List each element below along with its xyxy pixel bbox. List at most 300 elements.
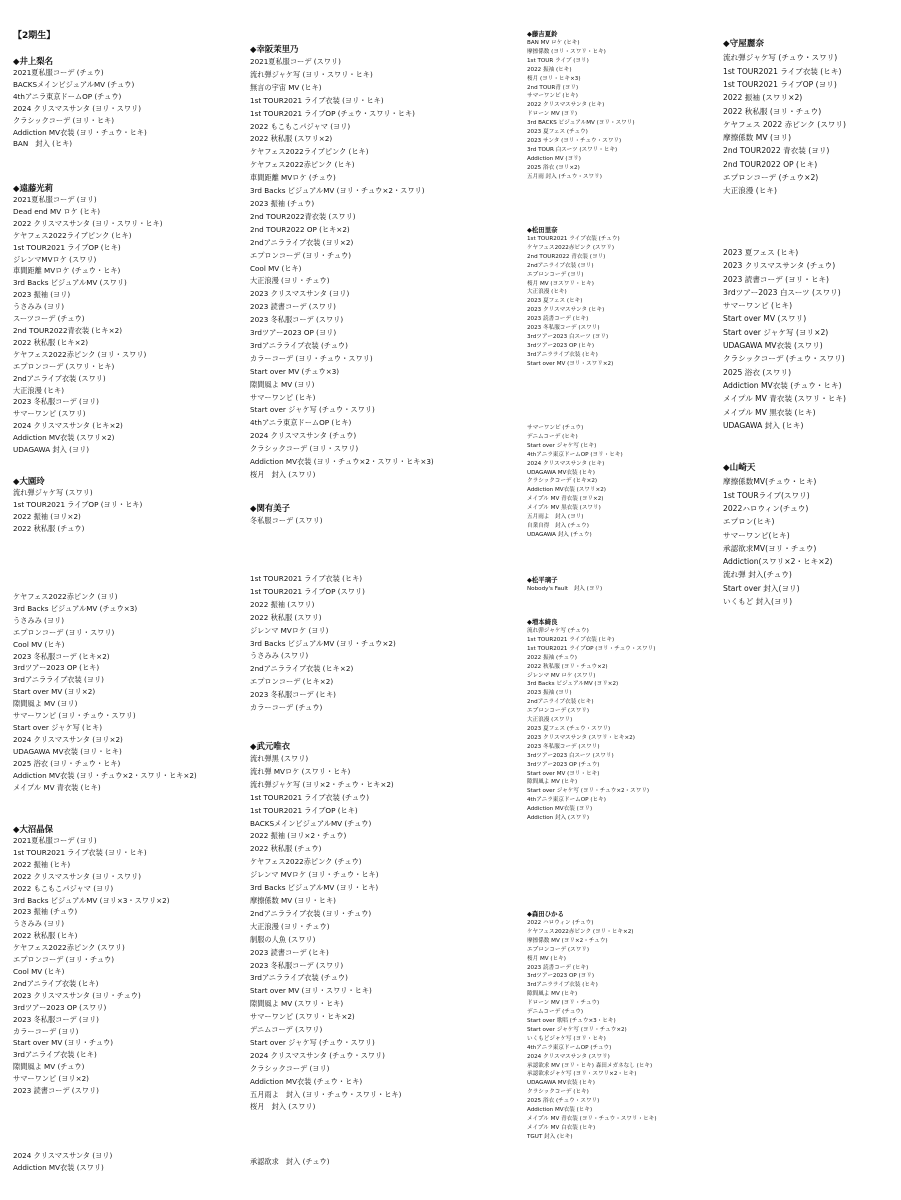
list-item: クラシックコーデ (ヒキ×2) — [527, 478, 598, 485]
list-item: 流れ弾黒 (スワリ) — [250, 754, 309, 763]
list-item: エプロンコーデ (ヨリ・チュウ) — [250, 250, 352, 260]
list-item: 2022 振袖 (スワリ) — [250, 599, 315, 609]
list-item: 2021夏私服コーデ (スワリ) — [250, 57, 341, 66]
member-name: ◆守屋麗奈 — [723, 39, 764, 49]
list-item: エプロンコーデ (ヒキ×2) — [250, 677, 334, 687]
list-item: 1st TOURライブ(スワリ) — [723, 490, 810, 500]
list-item: 2023 クリスマスサンタ (チュウ) — [723, 261, 836, 271]
list-item: うさみみ (ヨリ) — [13, 919, 65, 929]
list-item: 2025 浴衣 (チュウ・スワリ) — [527, 1098, 600, 1105]
list-item: いくもどジャケ写 (ヨリ・ヒキ) — [527, 1035, 606, 1042]
list-item: Addiction MV衣装 (スワリ×2) — [13, 433, 115, 443]
list-item: ケヤフェス2022赤ピンク (チュウ) — [250, 857, 362, 867]
list-item: エプロンコーデ (チュウ×2) — [723, 173, 819, 183]
list-item: 2022 秋私服 (スワリ×2) — [250, 134, 333, 144]
list-item: メイプル MV 青衣装 (ヒキ) — [13, 782, 101, 792]
list-item: 2nd TOUR2022青衣装 (スワリ) — [250, 211, 356, 221]
list-item: 2021夏私服コーデ (ヨリ) — [13, 836, 97, 845]
list-item: 2023 冬私服コーデ (スワリ) — [250, 960, 344, 970]
list-item: 2023 振袖 (ヨリ) — [13, 290, 71, 300]
list-item: 1st TOUR2021 ライブOP (ヨリ・ヒキ) — [13, 499, 143, 509]
list-item: 2022 振袖 (ヨリ×2) — [13, 511, 81, 521]
list-item: 摩擦係数MV(チュウ・ヒキ) — [723, 477, 817, 487]
list-item: 2022 秋私服 (ヨリ・チュウ) — [723, 106, 822, 116]
list-item: デニムコーデ (スワリ) — [250, 1025, 323, 1035]
list-item: 2022 ハロウィン (チュウ) — [527, 920, 594, 926]
member-block — [723, 38, 846, 198]
list-item: Addiction MV衣装 (ヒキ) — [527, 1107, 593, 1114]
list-item: 1st TOUR2021 ライブ衣装 (チュウ) — [527, 236, 620, 242]
list-item: クラシックコーデ (チュウ・スワリ) — [723, 354, 845, 364]
member-name: ◆藤吉夏鈴 — [527, 30, 558, 38]
list-item: クラシックコーデ (ヨリ・ヒキ) — [13, 115, 115, 125]
list-item: うさみみ (スワリ) — [250, 651, 309, 661]
list-item: 3rdアニラライブ衣装 (ヒキ) — [527, 982, 598, 989]
list-item: 3rdツアー2023 OP (ヨリ) — [250, 328, 337, 338]
member-name: ◆森田ひかる — [527, 910, 564, 918]
member-name: ◆山崎天 — [723, 463, 756, 473]
member-block — [527, 226, 620, 369]
list-item: ケヤフェス2022赤ピンク (ヨリ) — [13, 592, 118, 601]
list-item: 2024 クリスマスサンタ (ヨリ) — [13, 1151, 113, 1160]
list-item: UDAGAWA MV衣装 (ヒキ) — [527, 469, 595, 476]
member-block — [13, 55, 147, 150]
list-item: エプロン(ヒキ) — [723, 517, 775, 527]
list-item: クラシックコーデ (ヨリ・スワリ) — [250, 444, 359, 454]
list-item: Start over ジャケ写 (ヒキ) — [527, 442, 597, 449]
list-item: 2022 秋私服 (チュウ) — [13, 523, 85, 533]
list-item: エプロンコーデ (ヨリ・スワリ) — [13, 627, 115, 637]
list-item: エプロンコーデ (ヨリ) — [527, 271, 584, 278]
list-item: 2022 振袖 (スワリ×2) — [723, 93, 803, 103]
member-block — [527, 576, 602, 594]
member-name: ◆関有美子 — [250, 503, 290, 513]
list-item: UDAGAWA MV衣装 (スワリ) — [723, 341, 823, 351]
list-item: メイプル MV 青衣装 (スワリ・ヒキ) — [723, 394, 846, 404]
list-item: Addiction MV衣装 (ヨリ・チュウ×2・スワリ・ヒキ×2) — [13, 770, 197, 780]
list-item: 2nd TOUR2022青衣装 (ヒキ×2) — [13, 325, 122, 335]
list-item: 隙間風よ MV (ヒキ) — [527, 991, 578, 998]
list-item: Start over 封入(ヨリ) — [723, 583, 800, 593]
list-item: UDAGAWA MV衣装 (ヒキ) — [527, 1080, 595, 1087]
list-item: 3rd TOUR 白スーツ (スワリ・ヒキ) — [527, 146, 618, 153]
member-block — [13, 182, 163, 456]
list-item: 3rdアニラライブ衣装 (チュウ) — [250, 973, 348, 983]
list-item: 2022 クリスマスサンタ (ヨリ・スワリ) — [13, 871, 142, 881]
list-item: 2024 クリスマスサンタ (ヒキ) — [527, 460, 605, 467]
list-item: 2023 読書コーデ (ヨリ・ヒキ) — [723, 274, 830, 284]
list-item: 3rd Backs ビジュアルMV (ヨリ・ヒキ) — [250, 883, 379, 893]
list-item: Start over MV (スワリ) — [723, 314, 807, 324]
list-item: 桜月 (ヨリ・ヒキ×3) — [527, 75, 581, 82]
list-item: うさみみ (ヨリ) — [13, 615, 65, 625]
list-item: 2025 浴衣 (スワリ) — [723, 367, 792, 377]
list-item: 桜月 封入 (スワリ) — [250, 470, 316, 479]
list-item: 流れ弾 MVロケ (スワリ・ヒキ) — [250, 766, 351, 776]
list-item: サマーワンピ (ヒキ) — [527, 93, 578, 100]
member-block — [13, 475, 142, 535]
list-item: 3rdアニラライブ衣装 (ヒキ) — [527, 351, 598, 358]
list-item: サマーワンピ (チュウ) — [527, 425, 584, 431]
list-item: 3rdツアー2023 OP (ヨリ) — [527, 973, 595, 980]
list-item: 車間距離 MVロケ (チュウ・ヒキ) — [13, 266, 121, 276]
list-item: ドローン MV (ヨリ・チュウ) — [527, 1000, 600, 1007]
list-item: 2022ハロウィン(チュウ) — [723, 504, 809, 513]
list-item: 隙間風よ MV (ヒキ) — [527, 779, 578, 786]
list-item: Addiction MV衣装 (スワリ) — [13, 1162, 104, 1172]
list-item: 1st TOUR2021 ライブ衣装 (ヒキ) — [527, 636, 615, 643]
list-item: 2022 秋私服 (チュウ) — [250, 844, 322, 854]
list-item: メイプル MV 青衣装 (ヨリ・チュウ・スワリ・ヒキ) — [527, 1115, 657, 1122]
list-item: 2023 読書コーデ (ヒキ) — [250, 947, 329, 957]
list-item: 2023 読書コーデ (ヒキ) — [527, 316, 589, 323]
list-item: 流れ弾ジャケ写 (ヨリ×2・チュウ・ヒキ×2) — [250, 779, 394, 789]
list-item: Dead end MV ロケ (ヒキ) — [13, 206, 101, 216]
member-name: ◆遠藤光莉 — [13, 183, 53, 193]
list-item: 隙間風よ MV (ヨリ) — [250, 379, 315, 389]
member-name: ◆松田里奈 — [527, 226, 558, 234]
list-item: 流れ弾ジャケ写 (スワリ) — [13, 488, 93, 497]
list-item: 1st TOUR2021 ライブ衣装 (ヒキ) — [723, 66, 842, 76]
list-item: 2025 浴衣 (ヨリ・チュウ・ヒキ) — [13, 758, 121, 768]
list-item: 2023 クリスマスサンタ (ヨリ・チュウ) — [13, 990, 141, 1000]
list-item: 自業自得 封入 (チュウ) — [527, 522, 589, 529]
list-item: 2023 冬私服コーデ (ヒキ) — [250, 690, 336, 700]
list-item: 3rd Backs ビジュアルMV (スワリ) — [13, 278, 127, 288]
list-item: 2022 クリスマスサンタ (ヒキ) — [527, 102, 605, 109]
list-item: 大正浪漫 (ヒキ) — [723, 186, 777, 196]
list-item: 3rd Backs ビジュアルMV (ヨリ×2) — [527, 681, 619, 688]
list-item: 4thアニラ東京ドームOP (チュウ) — [527, 1044, 612, 1051]
list-item: メイプル MV 青衣装 (ヨリ×2) — [527, 496, 604, 503]
list-item: 2022 もこもこパジャマ (ヨリ) — [13, 883, 114, 893]
list-item: うさみみ (ヨリ) — [13, 302, 65, 312]
list-item: 2023 夏フェス (チュウ・スワリ) — [527, 725, 611, 732]
list-item: 五月雨 封入 (チュウ・スワリ) — [527, 173, 602, 180]
list-item: 1st TOUR2021 ライブ衣装 (ヒキ) — [250, 574, 363, 583]
list-item: デニムコーデ (チュウ) — [527, 1009, 584, 1016]
list-item: Addiction MV衣装 (チュウ・ヒキ) — [723, 380, 842, 390]
list-item: 3rdアニライブ衣装 (ヒキ) — [13, 1050, 97, 1060]
list-item: カラーコーデ (ヨリ・チュウ・スワリ) — [250, 353, 373, 363]
list-item: 2024 クリスマスサンタ (チュウ) — [250, 431, 357, 441]
list-item: サマーワンピ (スワリ) — [13, 409, 86, 419]
list-item: Addiction MV衣装 (ヨリ) — [527, 806, 593, 813]
member-block — [250, 1156, 330, 1169]
list-item: Addiction MV衣装 (ヨリ・チュウ×2・スワリ・ヒキ×3) — [250, 457, 434, 467]
list-item: 3rdツアー2023 白スーツ (スワリ) — [527, 752, 614, 759]
list-item: UDAGAWA MV衣装 (ヨリ・ヒキ) — [13, 746, 122, 756]
list-item: Cool MV (ヒキ) — [250, 263, 302, 273]
list-item: 1st TOUR2021 ライブOP (ヨリ) — [723, 80, 837, 89]
list-item: UDAGAWA 封入 (ヒキ) — [723, 420, 804, 430]
list-item: 1st TOUR2021 ライブOP (ヒキ) — [250, 805, 358, 815]
page-title: 【2期生】 — [13, 31, 56, 41]
list-item: ケヤフェス2022赤ピンク (ヒキ) — [250, 160, 355, 170]
list-item: メイプル MV 黒衣装 (スワリ) — [527, 505, 601, 512]
list-item: 2ndアニライブ衣装 (スワリ) — [13, 373, 106, 383]
member-block — [13, 591, 197, 793]
list-item: Cool MV (ヒキ) — [13, 639, 65, 649]
list-item: 大正浪漫 (ヒキ) — [13, 385, 65, 395]
list-item: 2022 もこもこパジャマ (ヨリ) — [250, 121, 351, 131]
member-block — [527, 618, 655, 823]
list-item: 4thアニラ東京ドームOP (チュウ) — [13, 91, 122, 101]
list-item: サマーワンピ (ヒキ) — [723, 301, 793, 311]
list-item: 承認欲求ジャケ写 (ヨリ・スワリ×2・ヒキ) — [527, 1071, 637, 1078]
list-item: 2024 クリスマスサンタ (スワリ) — [527, 1053, 610, 1060]
member-block — [250, 740, 401, 1114]
list-item: 流れ弾 封入(チュウ) — [723, 570, 792, 580]
list-item: 2ndアニラライブ衣装 (ヨリ×2) — [250, 237, 354, 247]
list-item: Start over ジャケ写 (ヨリ・チュウ×2) — [527, 1026, 627, 1033]
list-item: 2023 読書コーデ (スワリ) — [13, 1086, 99, 1096]
list-item: 摩擦係数 (ヨリ・スワリ・ヒキ) — [527, 48, 606, 55]
list-item: Start over ジャケ写 (ヨリ×2) — [723, 327, 829, 337]
list-item: 2023 読書コーデ (ヒキ) — [527, 964, 589, 971]
list-item: ジレンマMVロケ (スワリ) — [13, 254, 97, 264]
list-item: 2024 クリスマスサンタ (チュウ・スワリ) — [250, 1050, 385, 1060]
list-item: BAN MV ロケ (ヒキ) — [527, 40, 580, 46]
list-item: 2023 振袖 (チュウ) — [13, 907, 78, 917]
member-name: ◆大沼晶保 — [13, 824, 53, 834]
list-item: 2022 秋私服 (ヒキ×2) — [13, 337, 89, 347]
list-item: TGUT 封入 (ヒキ) — [527, 1133, 573, 1140]
list-item: Start over 歌唱 (チュウ×3・ヒキ) — [527, 1017, 616, 1024]
list-item: ケヤフェス2022赤ピンク (スワリ) — [13, 943, 125, 953]
list-item: 1st TOUR2021 ライブ衣装 (チュウ) — [250, 792, 370, 802]
list-item: 2022 秋私服 (スワリ) — [250, 612, 322, 622]
list-item: BACKSメインビジュアルMV (チュウ) — [13, 79, 135, 89]
list-item: 2021夏私服コーデ (チュウ) — [13, 68, 104, 77]
list-item: ケヤフェス2022赤ピンク (ヨリ・スワリ) — [13, 349, 147, 359]
member-block — [527, 424, 623, 540]
list-item: 摩擦係数 MV (ヨリ×2・チュウ) — [527, 937, 608, 944]
list-item: Addiction(スワリ×2・ヒキ×2) — [723, 557, 833, 567]
list-item: 摩擦係数 MV (ヨリ・ヒキ) — [250, 895, 336, 905]
member-name: ◆井上梨名 — [13, 56, 53, 66]
list-item: デニムコーデ (ヒキ) — [527, 433, 578, 440]
list-item: 摩擦係数 MV (ヨリ) — [723, 133, 792, 143]
list-item: いくもど 封入(ヨリ) — [723, 597, 793, 607]
list-item: 2ndアニライブ衣装 (ヒキ) — [527, 699, 594, 706]
list-item: サマーワンピ (ヨリ・チュウ・スワリ) — [13, 711, 136, 721]
list-item: 隙間風よ MV (チュウ) — [13, 1062, 85, 1072]
list-item: 3rdツアー2023 白スーツ (スワリ) — [723, 287, 841, 297]
member-block — [250, 502, 323, 528]
list-item: 2nd TOUR2022 青衣装 (ヨリ) — [527, 253, 606, 260]
list-item: UDAGAWA 封入 (ヨリ) — [13, 445, 90, 455]
list-item: Cool MV (ヒキ) — [13, 966, 65, 976]
list-item: 2022 振袖 (ヒキ) — [13, 859, 71, 869]
list-item: 1st TOUR2021 ライブOP (チュウ・スワリ・ヒキ) — [250, 108, 415, 118]
list-item: Start over MV (ヨリ・スワリ×2) — [527, 360, 614, 367]
list-item: Addiction MV衣装 (スワリ×2) — [527, 487, 606, 494]
list-item: 2023 冬私服コーデ (ヨリ) — [13, 1014, 99, 1024]
list-item: 2022 秋私服 (ヒキ) — [13, 931, 78, 941]
list-item: Start over ジャケ写 (チュウ・スワリ) — [250, 1037, 375, 1047]
list-item: 2023 夏フェス (チュウ) — [527, 129, 588, 136]
list-item: 五月雨よ 封入 (ヨリ) — [527, 514, 584, 521]
list-item: Start over ジャケ写 (チュウ・スワリ) — [250, 405, 375, 415]
list-item: 大正浪漫 (ヒキ) — [527, 289, 567, 296]
member-block — [13, 823, 170, 1097]
list-item: 2ndアニライブ衣装 (ヒキ) — [13, 978, 99, 988]
list-item: Start over MV (ヨリ・チュウ) — [13, 1038, 114, 1048]
list-item: エプロンコーデ (ヨリ・チュウ) — [13, 955, 115, 965]
list-item: 大正浪漫 (ヨリ・チュウ) — [250, 921, 330, 931]
list-item: サマーワンピ (ヒキ) — [250, 392, 316, 402]
member-block — [723, 462, 832, 608]
list-item: 2023 冬私服コーデ (スワリ) — [527, 743, 600, 750]
list-item: ジレンマ MVロケ (ヨリ) — [250, 625, 329, 635]
list-item: 2023 クリスマスサンタ (ヒキ) — [527, 307, 605, 314]
list-item: 2023 振袖 (チュウ) — [250, 198, 315, 208]
list-item: 2025 浴衣 (ヨリ×2) — [527, 164, 580, 171]
member-name: ◆幸阪茉里乃 — [250, 44, 299, 54]
list-item: 2022 振袖 (ヨリ×2・チュウ) — [250, 831, 347, 841]
list-item: 2023 クリスマスサンタ (ヨリ) — [250, 289, 350, 299]
list-item: 1st TOUR ライブ (ヨリ) — [527, 57, 589, 64]
list-item: 1st TOUR2021 ライブ衣装 (ヨリ・ヒキ) — [13, 847, 147, 857]
member-name: ◆武元唯衣 — [250, 741, 290, 751]
list-item: 大正浪漫 (スワリ) — [527, 717, 573, 724]
list-item: 2nd TOUR2022 OP (ヒキ) — [723, 159, 818, 169]
list-item: エプロンコーデ (スワリ) — [527, 946, 590, 953]
list-item: Start over MV (チュウ×3) — [250, 366, 340, 376]
list-item: 1st TOUR2021 ライブ衣装 (ヨリ・ヒキ) — [250, 95, 384, 105]
list-item: Nobody's Fault 封入 (ヨリ) — [527, 586, 603, 592]
list-item: 2nd TOUR2022 青衣装 (ヨリ) — [723, 146, 830, 156]
list-item: 4thアニラ東京ドームOP (ヒキ) — [250, 418, 352, 428]
list-item: 3rdツアー2023 OP (ヒキ) — [527, 342, 595, 349]
list-item: 流れ弾ジャケ写 (チュウ・スワリ) — [723, 53, 838, 63]
list-item: 2ndアニラライブ衣装 (ヒキ×2) — [250, 664, 354, 674]
list-item: 2024 クリスマスサンタ (ヨリ×2) — [13, 734, 123, 744]
list-item: 2nd TOUR2022 OP (ヒキ×2) — [250, 224, 350, 234]
list-item: カラーコーデ (ヨリ) — [13, 1026, 79, 1036]
list-item: スーツコーデ (チュウ) — [13, 314, 85, 324]
list-item: 3rd Backs ビジュアルMV (ヨリ・チュウ×2) — [250, 638, 396, 648]
list-item: Start over ジャケ写 (ヨリ・チュウ×2・スワリ) — [527, 788, 650, 795]
list-item: 3rdツアー2023 白スーツ (ヨリ) — [527, 333, 609, 340]
list-item: 2023 夏フェス (ヒキ) — [723, 248, 799, 257]
list-item: 4thアニラ東京ドームOP (ヨリ・ヒキ) — [527, 451, 623, 458]
list-item: 桜月 MV (ヨスワリ・ヒキ) — [527, 280, 594, 287]
list-item: 桜月 MV (ヒキ) — [527, 955, 566, 962]
list-item: Addiction 封入 (スワリ) — [527, 815, 590, 822]
list-item: 2022 クリスマスサンタ (ヨリ・スワリ・ヒキ) — [13, 218, 163, 228]
list-item: 2021夏私服コーデ (ヨリ) — [13, 195, 97, 204]
list-item: 2023 夏フェス (ヒキ) — [527, 298, 583, 305]
list-item: Start over MV (ヨリ・スワリ・ヒキ) — [250, 986, 372, 996]
list-item: 無言の宇宙 MV (ヒキ) — [250, 82, 322, 92]
list-item: Start over MV (ヨリ×2) — [13, 687, 96, 697]
member-block — [250, 573, 396, 715]
list-item: ケヤフェス2022赤ピンク (スワリ) — [527, 244, 614, 251]
list-item: 2022 秋私服 (ヨリ・チュウ×2) — [527, 663, 608, 670]
list-item: 承認欲求MV(ヨリ・チュウ) — [723, 543, 817, 553]
list-item: 2023 サンタ (ヨリ・チュウ・スワリ) — [527, 137, 622, 144]
list-item: Start over MV (ヨリ・ヒキ) — [527, 770, 600, 777]
list-item: 承認欲求 封入 (チュウ) — [250, 1157, 330, 1166]
list-item: メイプル MV 白衣装 (ヒキ) — [527, 1124, 596, 1131]
list-item: 2023 冬私服コーデ (スワリ) — [250, 315, 344, 325]
list-item: クラシックコーデ (ヨリ) — [250, 1063, 330, 1073]
list-item: 車間距離 MVロケ (チュウ) — [250, 173, 336, 183]
list-item: 五月雨よ 封入 (ヨリ・チュウ・スワリ・ヒキ) — [250, 1089, 402, 1099]
list-item: ケヤフェス2022ライブピンク (ヒキ) — [13, 230, 132, 240]
list-item: 2022 振袖 (ヒキ) — [527, 66, 572, 73]
list-item: Addiction MV (ヨリ) — [527, 155, 581, 162]
list-item: ケヤフェス2022ライブピンク (ヒキ) — [250, 147, 369, 157]
list-item: カラーコーデ (チュウ) — [250, 703, 323, 713]
list-item: 2024 クリスマスサンタ (ヒキ×2) — [13, 421, 123, 431]
list-item: 隙間風よ MV (ヨリ) — [13, 699, 78, 709]
list-item: 2022 振袖 (チュウ) — [527, 654, 577, 661]
list-item: 2023 冬私服コーデ (スワリ) — [527, 325, 600, 332]
member-name: ◆松平璃子 — [527, 576, 558, 584]
list-item: クラシックコーデ (ヒキ) — [527, 1089, 589, 1096]
list-item: BACKSメインビジュアルMV (チュウ) — [250, 818, 372, 828]
list-item: 冬私服コーデ (スワリ) — [250, 516, 323, 525]
list-item: 流れ弾ジャケ写 (ヨリ・スワリ・ヒキ) — [250, 69, 373, 79]
list-item: 3rd Backs ビジュアルMV (ヨリ・チュウ×2・スワリ) — [250, 186, 425, 196]
list-item: サマーワンピ (スワリ・ヒキ×2) — [250, 1012, 355, 1022]
list-item: 制服の人魚 (スワリ) — [250, 934, 316, 944]
list-item: 大正浪漫 (ヨリ・チュウ) — [250, 276, 330, 286]
list-item: 1st TOUR2021 ライブOP (スワリ) — [250, 586, 365, 596]
member-block — [250, 43, 434, 482]
list-item: 2ndアニライブ衣装 (ヨリ) — [527, 262, 594, 269]
list-item: 4thアニラ東京ドームOP (ヒキ) — [527, 797, 606, 804]
member-name: ◆大園玲 — [13, 476, 45, 486]
member-block — [13, 1150, 112, 1174]
list-item: 2nd TOUR青 (ヨリ) — [527, 84, 579, 91]
list-item: メイプル MV 黒衣装 (ヒキ) — [723, 407, 816, 417]
list-item: 3rd Backs ビジュアルMV (ヨリ×3・スワリ×2) — [13, 895, 170, 905]
list-item: サマーワンピ(ヒキ) — [723, 530, 790, 540]
member-block — [527, 30, 635, 182]
list-item: 3rdツアー2023 OP (スワリ) — [13, 1002, 107, 1012]
list-item: 2ndアニラライブ衣装 (ヨリ・チュウ) — [250, 908, 372, 918]
list-item: 3rdツアー2023 OP (ヒキ) — [13, 663, 100, 673]
list-item: 2023 振袖 (ヨリ) — [527, 690, 572, 697]
list-item: ジレンマ MVロケ (ヨリ・チュウ・ヒキ) — [250, 870, 379, 880]
list-item: 1st TOUR2021 ライブOP (ヨリ・チュウ・スワリ) — [527, 645, 656, 652]
list-item: Start over ジャケ写 (ヒキ) — [13, 722, 103, 732]
list-item: 3rdツアー2023 OP (チュウ) — [527, 761, 600, 768]
list-item: Addiction MV衣装 (ヨリ・チュウ・ヒキ) — [13, 127, 147, 137]
list-item: 流れ弾ジャケ写 (チュウ) — [527, 628, 589, 634]
list-item: ケヤフェス2022赤ピンク (ヨリ・ヒキ×2) — [527, 928, 634, 935]
list-item: ジレンマ MV ロケ (スワリ) — [527, 672, 596, 679]
list-item: Addiction MV衣装 (チュウ・ヒキ) — [250, 1076, 363, 1086]
list-item: 承認欲求 MV (ヨリ・ヒキ) 森田メガネなし (ヒキ) — [527, 1062, 653, 1069]
member-name: ◆増本綺良 — [527, 618, 558, 626]
list-item: 3rdアニラライブ衣装 (チュウ) — [250, 340, 348, 350]
list-item: 2023 冬私服コーデ (ヨリ) — [13, 397, 99, 407]
list-item: 2023 冬私服コーデ (ヒキ×2) — [13, 651, 110, 661]
list-item: 2024 クリスマスサンタ (ヨリ・スワリ) — [13, 103, 142, 113]
list-item: 隙間風よ MV (スワリ・ヒキ) — [250, 999, 344, 1009]
list-item: 桜月 封入 (スワリ) — [250, 1102, 316, 1112]
list-item: エプロンコーデ (スワリ) — [527, 708, 590, 715]
member-block — [527, 910, 657, 1142]
list-item: ドローン MV (ヨリ) — [527, 111, 578, 118]
list-item: 1st TOUR2021 ライブOP (ヒキ) — [13, 242, 121, 252]
list-item: サマーワンピ (ヨリ×2) — [13, 1074, 89, 1084]
